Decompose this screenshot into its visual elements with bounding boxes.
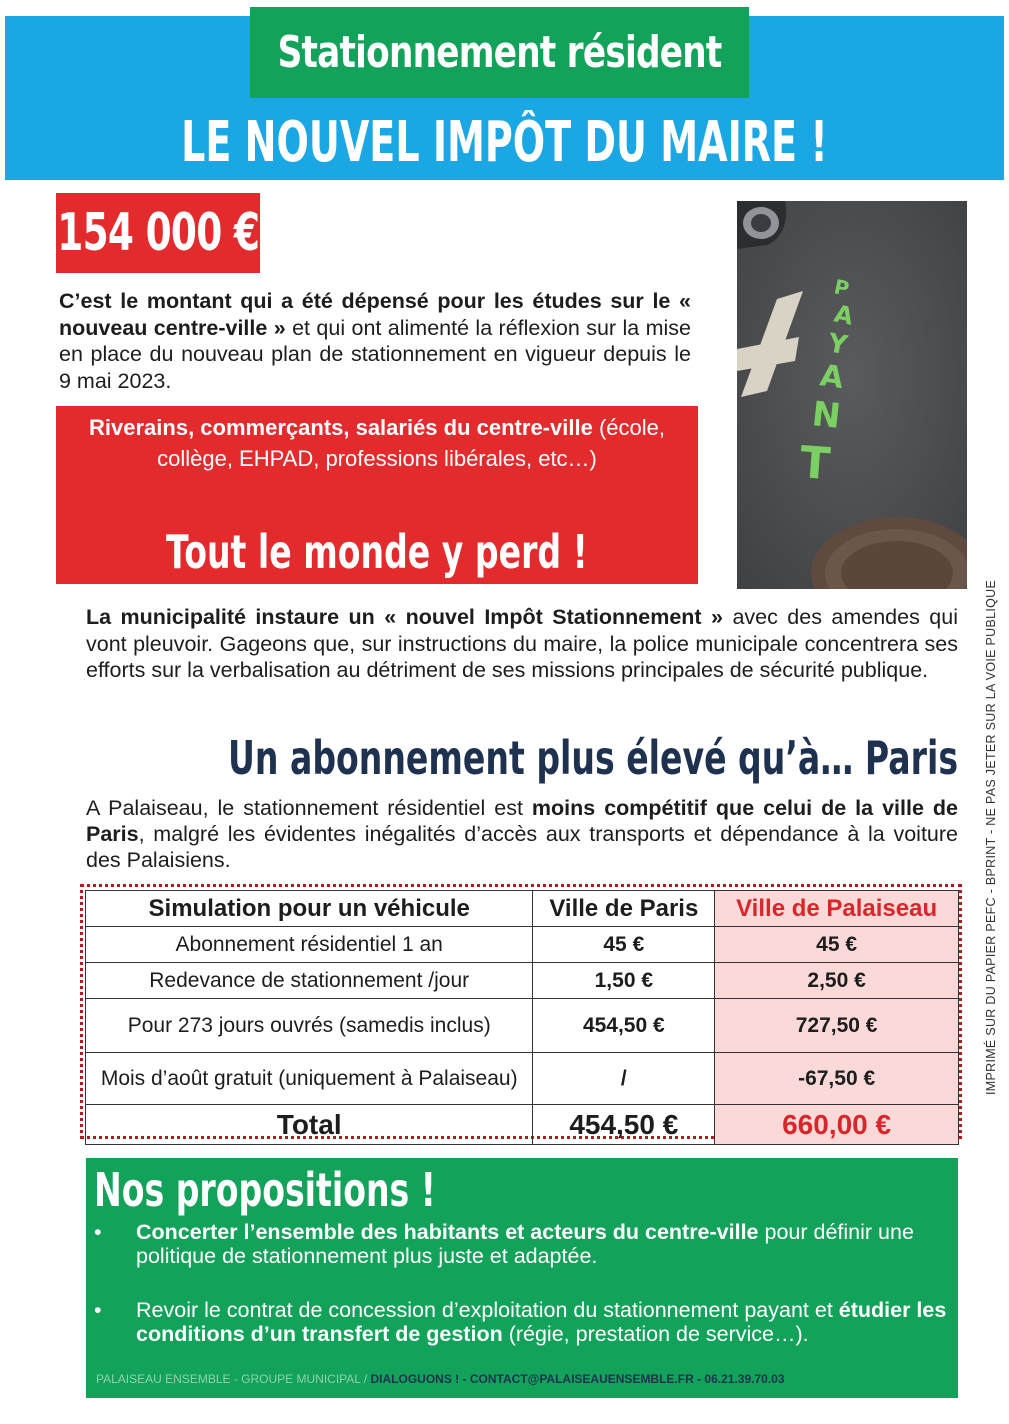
table-row xyxy=(86,963,959,999)
section-title xyxy=(86,728,958,788)
list-item xyxy=(86,1298,958,1346)
road-letter: A xyxy=(831,299,856,331)
comparison-pre: A Palaiseau, le stationnement résidentiel est xyxy=(86,796,532,820)
header-tag xyxy=(250,7,749,98)
row-label: Mois d’août gratuit (uniquement à Palaiseau) xyxy=(86,1053,533,1105)
tax-bold: La municipalité instaure un « nouvel Impôt Stationnement » xyxy=(86,605,723,629)
propositions-title: Nos propositions ! xyxy=(94,1163,436,1217)
intro-rest: et qui ont alimenté la réflexion sur la mise en place du nouveau plan de stationnement en vigueur depuis le 9 mai 2023. xyxy=(59,315,692,393)
table-row xyxy=(86,1053,959,1105)
amount-value: 154 000 € xyxy=(57,203,259,263)
row-palaiseau-value: 727,50 € xyxy=(715,999,959,1053)
bullet-icon: • xyxy=(94,1220,102,1244)
header-palaiseau: Ville de Palaiseau xyxy=(715,891,959,927)
road-letter: Y xyxy=(825,328,850,362)
header-paris: Ville de Paris xyxy=(533,891,715,927)
row-palaiseau-value: -67,50 € xyxy=(715,1053,959,1105)
road-letter: N xyxy=(810,394,843,437)
simulation-table-frame xyxy=(80,884,962,1139)
row-paris-value: / xyxy=(533,1053,715,1105)
parking-photo xyxy=(737,201,967,589)
proposition-bold: Concerter l’ensemble des habitants et acteurs du centre-ville xyxy=(136,1220,759,1244)
print-notice: IMPRIMÉ SUR DU PAPIER PEFC - BPRINT - NE PAS JETER SUR LA VOIE PUBLIQUE xyxy=(984,579,998,1095)
propositions-panel xyxy=(86,1158,958,1398)
proposition-text: pour définir une politique de stationnement plus juste et adaptée. xyxy=(136,1220,914,1268)
section-title-text: Un abonnement plus élevé qu’à… Paris xyxy=(227,731,959,785)
footer-group: PALAISEAU ENSEMBLE - GROUPE MUNICIPAL / xyxy=(96,1372,371,1386)
row-paris-value: 45 € xyxy=(533,927,715,963)
row-label: Redevance de stationnement /jour xyxy=(86,963,533,999)
road-letter: P xyxy=(831,274,852,301)
red-panel-rest: (école, collège, EHPAD, professions libérales, etc…) xyxy=(157,415,665,471)
proposition-text-end: (régie, prestation de service…). xyxy=(502,1322,809,1346)
comparison-paragraph xyxy=(86,795,958,873)
table-row xyxy=(86,927,959,963)
tax-paragraph xyxy=(86,604,958,684)
propositions-list xyxy=(86,1220,958,1346)
slogan-text: Tout le monde y perd ! xyxy=(166,525,588,579)
comparison-rest: , malgré les évidentes inégalités d’accès aux transports et dépendance à la voiture des Palaisiens. xyxy=(86,822,958,872)
road-letter: A xyxy=(817,358,846,397)
proposition-text: Revoir le contrat de concession d’exploitation du stationnement payant et xyxy=(136,1298,839,1322)
page-title-text: LE NOUVEL IMPÔT DU MAIRE ! xyxy=(181,110,828,175)
road-letter: T xyxy=(798,437,832,491)
table-row xyxy=(86,999,959,1053)
row-palaiseau-value: 45 € xyxy=(715,927,959,963)
tax-rest: avec des amendes qui vont pleuvoir. Gageons que, sur instructions du maire, la police municipale concentrera ses efforts sur la verbalisation au détriment de ses missions principales de sécurité publique. xyxy=(86,605,958,682)
footer-contact-info: DIALOGUONS ! - CONTACT@PALAISEAUENSEMBLE.FR - 06.21.39.70.03 xyxy=(370,1372,785,1386)
row-label: Pour 273 jours ouvrés (samedis inclus) xyxy=(86,999,533,1053)
slogan xyxy=(56,524,698,580)
intro-bold: C’est le montant qui a été dépensé pour les études sur le « nouveau centre-ville » xyxy=(59,289,691,340)
row-paris-value: 1,50 € xyxy=(533,963,715,999)
table-header-row xyxy=(86,891,959,927)
header-tag-text: Stationnement résident xyxy=(277,27,722,78)
row-palaiseau-value: 2,50 € xyxy=(715,963,959,999)
proposition-bold: étudier les conditions d’un transfert de gestion xyxy=(136,1298,947,1346)
red-panel-bold: Riverains, commerçants, salariés du centre-ville xyxy=(89,415,593,440)
bullet-icon: • xyxy=(94,1298,102,1322)
page-title xyxy=(5,108,1004,178)
row-paris-value: 454,50 € xyxy=(533,999,715,1053)
intro-paragraph xyxy=(59,288,691,394)
total-label: Total xyxy=(86,1105,533,1145)
total-palaiseau-value: 660,00 € xyxy=(715,1105,959,1145)
parking-photo-image xyxy=(737,201,967,589)
total-paris-value: 454,50 € xyxy=(533,1105,715,1145)
table-total-row xyxy=(86,1105,959,1145)
amount-badge xyxy=(56,193,260,273)
red-panel xyxy=(56,406,698,584)
header-simulation: Simulation pour un véhicule xyxy=(86,891,533,927)
comparison-bold: moins compétitif que celui de la ville de Paris xyxy=(86,796,958,846)
footer-contact xyxy=(96,1372,952,1386)
list-item xyxy=(86,1220,958,1268)
row-label: Abonnement résidentiel 1 an xyxy=(86,927,533,963)
red-panel-text xyxy=(66,412,688,474)
simulation-table xyxy=(85,890,959,1145)
